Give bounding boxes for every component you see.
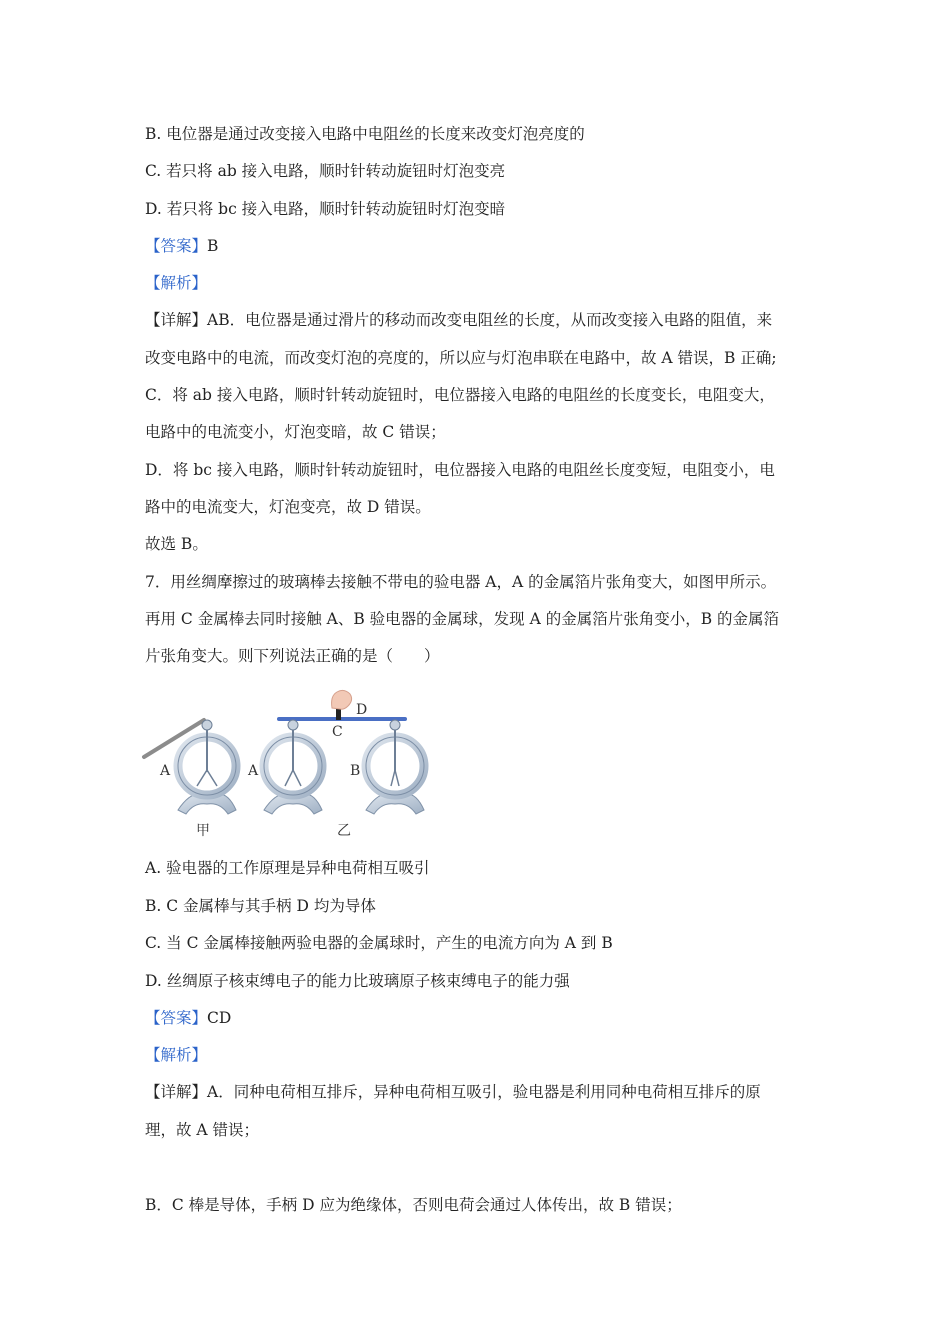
electroscope-a-left — [178, 720, 236, 814]
answer-value: CD — [207, 1009, 232, 1027]
q6-detail-line-3: C．将 ab 接入电路，顺时针转动旋钮时，电位器接入电路的电阻丝的长度变长，电阻变大， — [145, 386, 775, 404]
detail-tag: 【详解】 — [145, 1083, 208, 1101]
q7-detail-line-3: B．C 棒是导体，手柄 D 应为绝缘体，否则电荷会通过人体传出，故 B 错误； — [145, 1196, 682, 1214]
electroscope-a-right — [264, 720, 322, 814]
caption-yi: 乙 — [337, 823, 351, 839]
q7-stem-line-2: 再用 C 金属棒去同时接触 A、B 验电器的金属球，发现 A 的金属箔片张角变小，B 的金属箔 — [145, 610, 780, 628]
electroscope-b — [366, 720, 424, 814]
q6-answer — [145, 236, 218, 256]
q6-analysis-tag: 【解析】 — [145, 274, 208, 292]
hand-icon — [332, 690, 352, 709]
q6-option-d: D. 若只将 bc 接入电路，顺时针转动旋钮时灯泡变暗 — [145, 200, 506, 218]
label-a-right: A — [248, 763, 259, 779]
label-c: C — [332, 724, 343, 740]
detail-tag: 【详解】 — [145, 311, 208, 329]
answer-value: B — [207, 237, 219, 255]
detail-text: AB．电位器是通过滑片的移动而改变电阻丝的长度，从而改变接入电路的阻值，来 — [207, 311, 773, 329]
q7-option-b: B. C 金属棒与其手柄 D 均为导体 — [145, 897, 376, 915]
q6-conclusion: 故选 B。 — [145, 535, 208, 553]
q6-detail-line-6: 路中的电流变大，灯泡变亮，故 D 错误。 — [145, 498, 431, 516]
q7-stem-line-3: 片张角变大。则下列说法正确的是（ ） — [145, 647, 440, 665]
q6-option-b: B. 电位器是通过改变接入电路中电阻丝的长度来改变灯泡亮度的 — [145, 125, 585, 143]
q7-detail-line-2: 理，故 A 错误； — [145, 1121, 260, 1139]
q6-option-c: C. 若只将 ab 接入电路，顺时针转动旋钮时灯泡变亮 — [145, 162, 506, 180]
q6-detail-line-2: 改变电路中的电流，而改变灯泡的亮度的，所以应与灯泡串联在电路中，故 A 错误，B 正确; — [145, 349, 777, 367]
q7-stem-line-1: 7．用丝绸摩擦过的玻璃棒去接触不带电的验电器 A，A 的金属箔片张角变大，如图甲所示。 — [145, 573, 777, 591]
q7-option-d: D. 丝绸原子核束缚电子的能力比玻璃原子核束缚电子的能力强 — [145, 972, 570, 990]
label-a-left: A — [160, 763, 171, 779]
q7-detail-line-1 — [145, 1082, 761, 1102]
answer-tag: 【答案】 — [145, 237, 208, 255]
q7-option-c: C. 当 C 金属棒接触两验电器的金属球时，产生的电流方向为 A 到 B — [145, 934, 613, 952]
detail-text: A．同种电荷相互排斥，异种电荷相互吸引，验电器是利用同种电荷相互排斥的原 — [207, 1083, 761, 1101]
q7-answer — [145, 1008, 231, 1028]
q7-option-a: A. 验电器的工作原理是异种电荷相互吸引 — [145, 859, 430, 877]
q6-detail-line-4: 电路中的电流变小，灯泡变暗，故 C 错误； — [145, 423, 446, 441]
caption-jia: 甲 — [196, 823, 210, 839]
label-d: D — [356, 702, 368, 718]
answer-tag: 【答案】 — [145, 1009, 208, 1027]
handle-d — [336, 708, 341, 720]
label-b: B — [350, 763, 361, 779]
electroscope-figure — [140, 682, 440, 842]
q6-detail-line-1 — [145, 310, 772, 330]
q6-detail-line-5: D．将 bc 接入电路，顺时针转动旋钮时，电位器接入电路的电阻丝长度变短，电阻变小，电 — [145, 461, 775, 479]
q7-analysis-tag: 【解析】 — [145, 1046, 208, 1064]
